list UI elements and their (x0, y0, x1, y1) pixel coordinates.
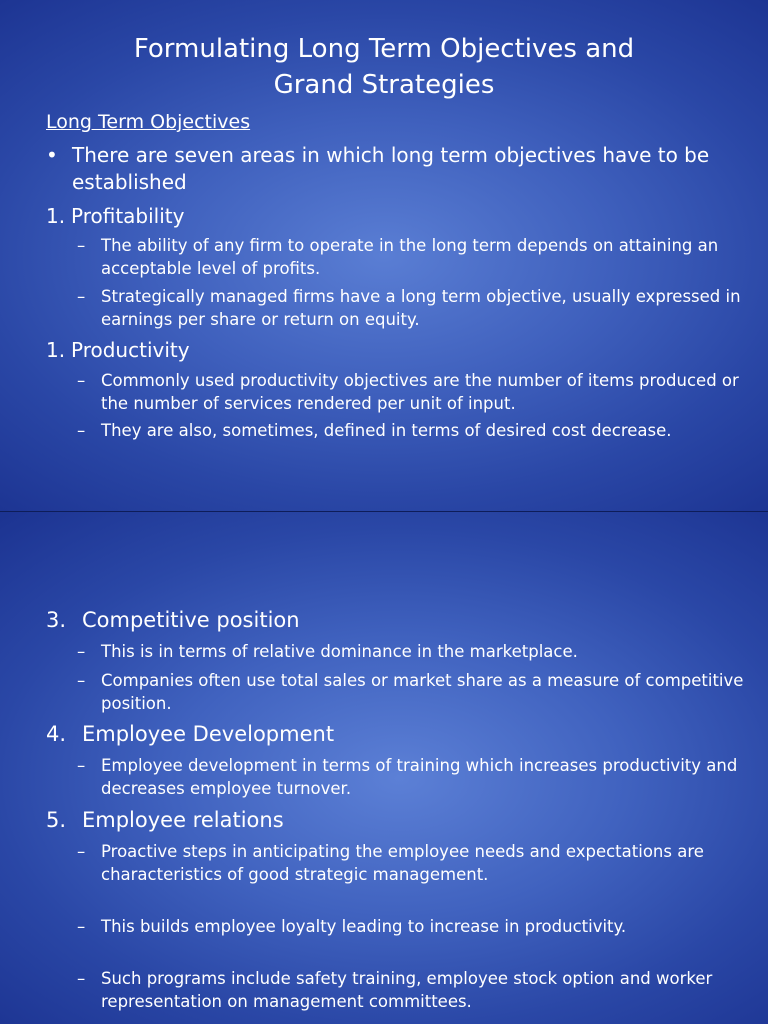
bullet-icon: • (46, 143, 58, 167)
item-number: 1. (46, 204, 66, 228)
dash-icon: – (77, 917, 86, 936)
sub-bullet (77, 754, 747, 800)
intro-bullet-text: There are seven areas in which long term objectives have to be established (72, 143, 710, 194)
sub-bullet-text: Such programs include safety training, employee stock option and worker representation on management committees. (101, 969, 713, 1011)
list-item-profitability (46, 203, 184, 230)
item-number: 4. (46, 722, 67, 746)
intro-bullet (46, 142, 746, 196)
section-heading: Long Term Objectives (46, 111, 251, 133)
sub-bullet-text: Employee development in terms of training which increases productivity and decreases employee turnover. (101, 756, 738, 798)
dash-icon: – (77, 287, 86, 306)
list-item-employee-relations (46, 806, 284, 834)
sub-bullet-text: Proactive steps in anticipating the employee needs and expectations are characteristics of good strategic management. (101, 842, 704, 884)
sub-bullet (77, 640, 747, 663)
sub-bullet (77, 419, 747, 442)
sub-bullet-text: This is in terms of relative dominance in the marketplace. (101, 642, 578, 661)
sub-bullet (77, 369, 747, 415)
dash-icon: – (77, 969, 86, 988)
item-label: Competitive position (82, 608, 300, 632)
dash-icon: – (77, 236, 86, 255)
sub-bullet-text: Strategically managed firms have a long term objective, usually expressed in earnings per share or return on equity. (101, 287, 741, 329)
sub-bullet (77, 285, 747, 331)
dash-icon: – (77, 371, 86, 390)
sub-bullet (77, 915, 747, 938)
list-item-employee-development (46, 720, 334, 748)
dash-icon: – (77, 842, 86, 861)
item-label: Profitability (71, 204, 185, 228)
item-label: Productivity (71, 338, 190, 362)
item-number: 3. (46, 608, 67, 632)
sub-bullet-text: Commonly used productivity objectives are the number of items produced or the number of services rendered per unit of input. (101, 371, 739, 413)
list-item-competitive-position (46, 606, 300, 634)
item-label: Employee relations (82, 808, 284, 832)
sub-bullet (77, 967, 747, 1013)
item-label: Employee Development (82, 722, 335, 746)
sub-bullet-text: They are also, sometimes, defined in terms of desired cost decrease. (101, 421, 672, 440)
dash-icon: – (77, 671, 86, 690)
sub-bullet (77, 669, 747, 715)
slide-title: Formulating Long Term Objectives and Grand Strategies (133, 34, 635, 100)
dash-icon: – (77, 642, 86, 661)
sub-bullet-text: The ability of any firm to operate in the long term depends on attaining an acceptable level of profits. (101, 236, 719, 278)
list-item-productivity (46, 337, 190, 364)
slide-2 (0, 512, 768, 1024)
dash-icon: – (77, 756, 86, 775)
item-number: 5. (46, 808, 67, 832)
sub-bullet (77, 840, 747, 886)
dash-icon: – (77, 421, 86, 440)
sub-bullet-text: Companies often use total sales or market share as a measure of competitive position. (101, 671, 744, 713)
sub-bullet-text: This builds employee loyalty leading to increase in productivity. (101, 917, 627, 936)
sub-bullet (77, 234, 747, 280)
item-number: 1. (46, 338, 66, 362)
